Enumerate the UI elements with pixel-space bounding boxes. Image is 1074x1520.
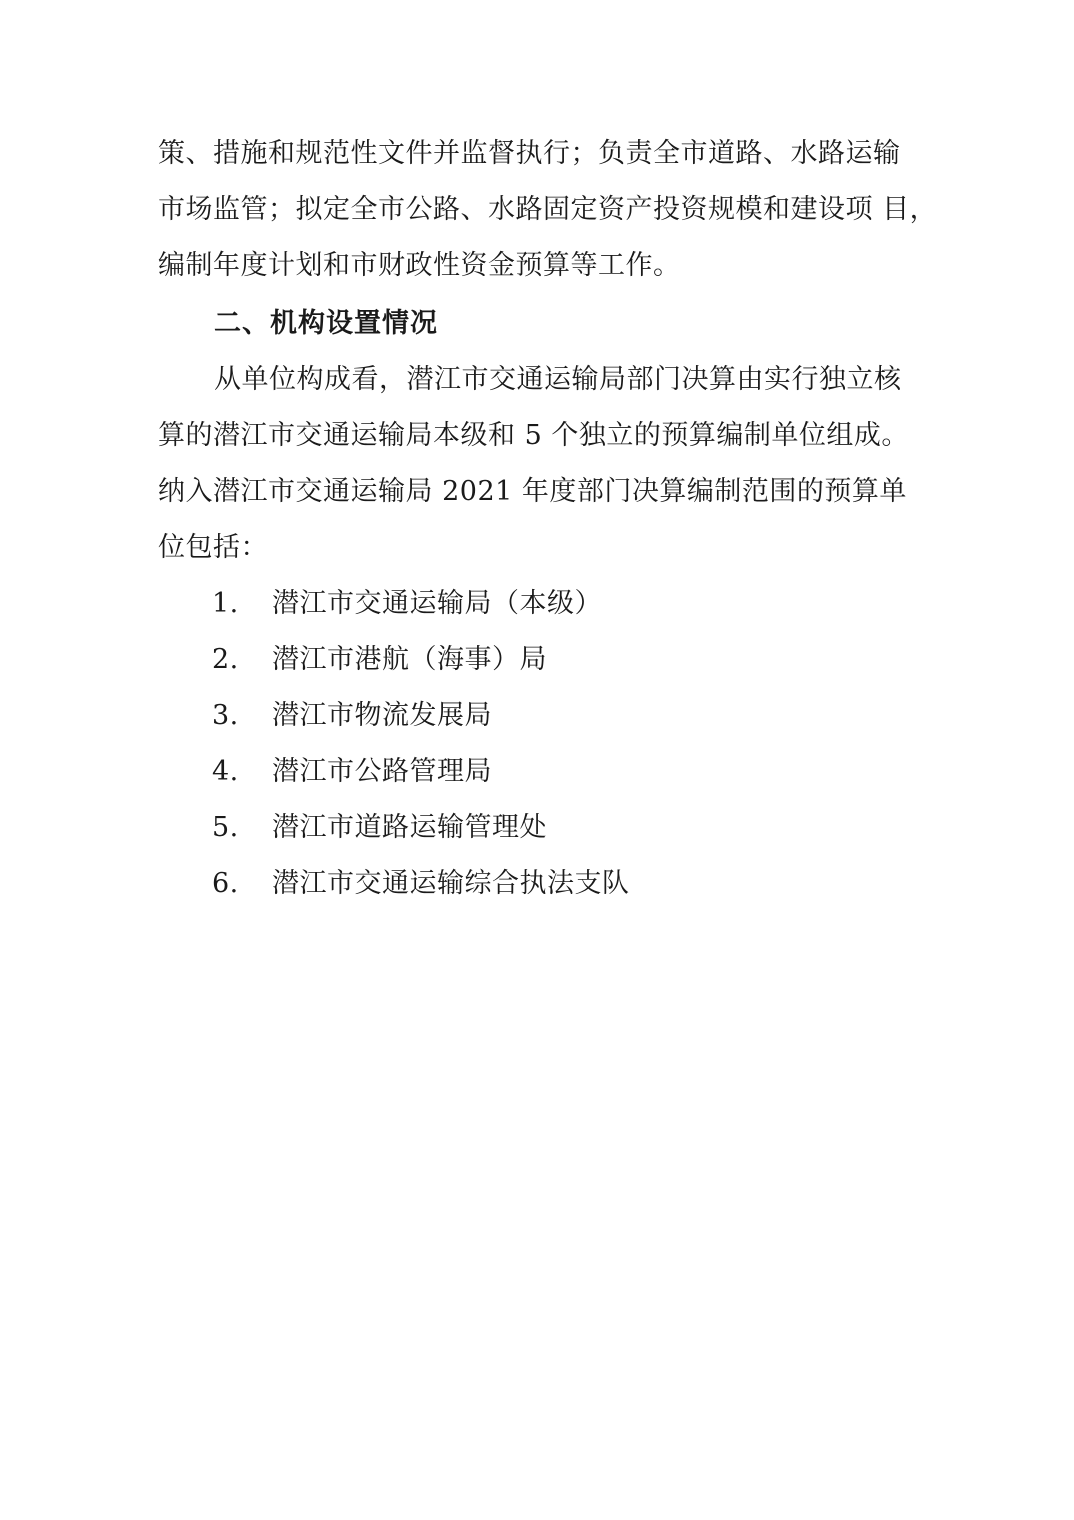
list-item-label: 潜江市物流发展局 — [272, 700, 492, 731]
list-item — [212, 808, 547, 848]
list-item — [212, 640, 547, 680]
section-heading: 二、机构设置情况 — [214, 308, 438, 339]
paragraph-line: 策、措施和规范性文件并监督执行；负责全市道路、水路运输 — [158, 138, 901, 169]
list-item — [212, 584, 602, 624]
list-item-label: 潜江市公路管理局 — [272, 756, 492, 787]
paragraph-line: 位包括： — [158, 532, 268, 563]
list-item-number: 3. — [212, 700, 239, 731]
list-item — [212, 696, 492, 736]
list-item-number: 4. — [212, 756, 239, 787]
list-item — [212, 864, 630, 904]
list-item-label: 潜江市港航（海事）局 — [272, 644, 547, 675]
list-item-number: 1. — [212, 588, 239, 619]
list-item-number: 2. — [212, 644, 239, 675]
paragraph-line: 编制年度计划和市财政性资金预算等工作。 — [158, 250, 681, 281]
paragraph-line: 纳入潜江市交通运输局 2021 年度部门决算编制范围的预算单 — [158, 476, 907, 507]
list-item-label: 潜江市道路运输管理处 — [272, 812, 547, 843]
list-item — [212, 752, 492, 792]
list-item-number: 6. — [212, 868, 239, 899]
paragraph-line: 从单位构成看，潜江市交通运输局部门决算由实行独立核 — [214, 364, 902, 395]
paragraph-line: 市场监管；拟定全市公路、水路固定资产投资规模和建设项 目， — [158, 194, 938, 225]
list-item-number: 5. — [212, 812, 239, 843]
list-item-label: 潜江市交通运输综合执法支队 — [272, 868, 630, 899]
paragraph-line: 算的潜江市交通运输局本级和 5 个独立的预算编制单位组成。 — [158, 420, 909, 451]
list-item-label: 潜江市交通运输局（本级） — [272, 588, 602, 619]
